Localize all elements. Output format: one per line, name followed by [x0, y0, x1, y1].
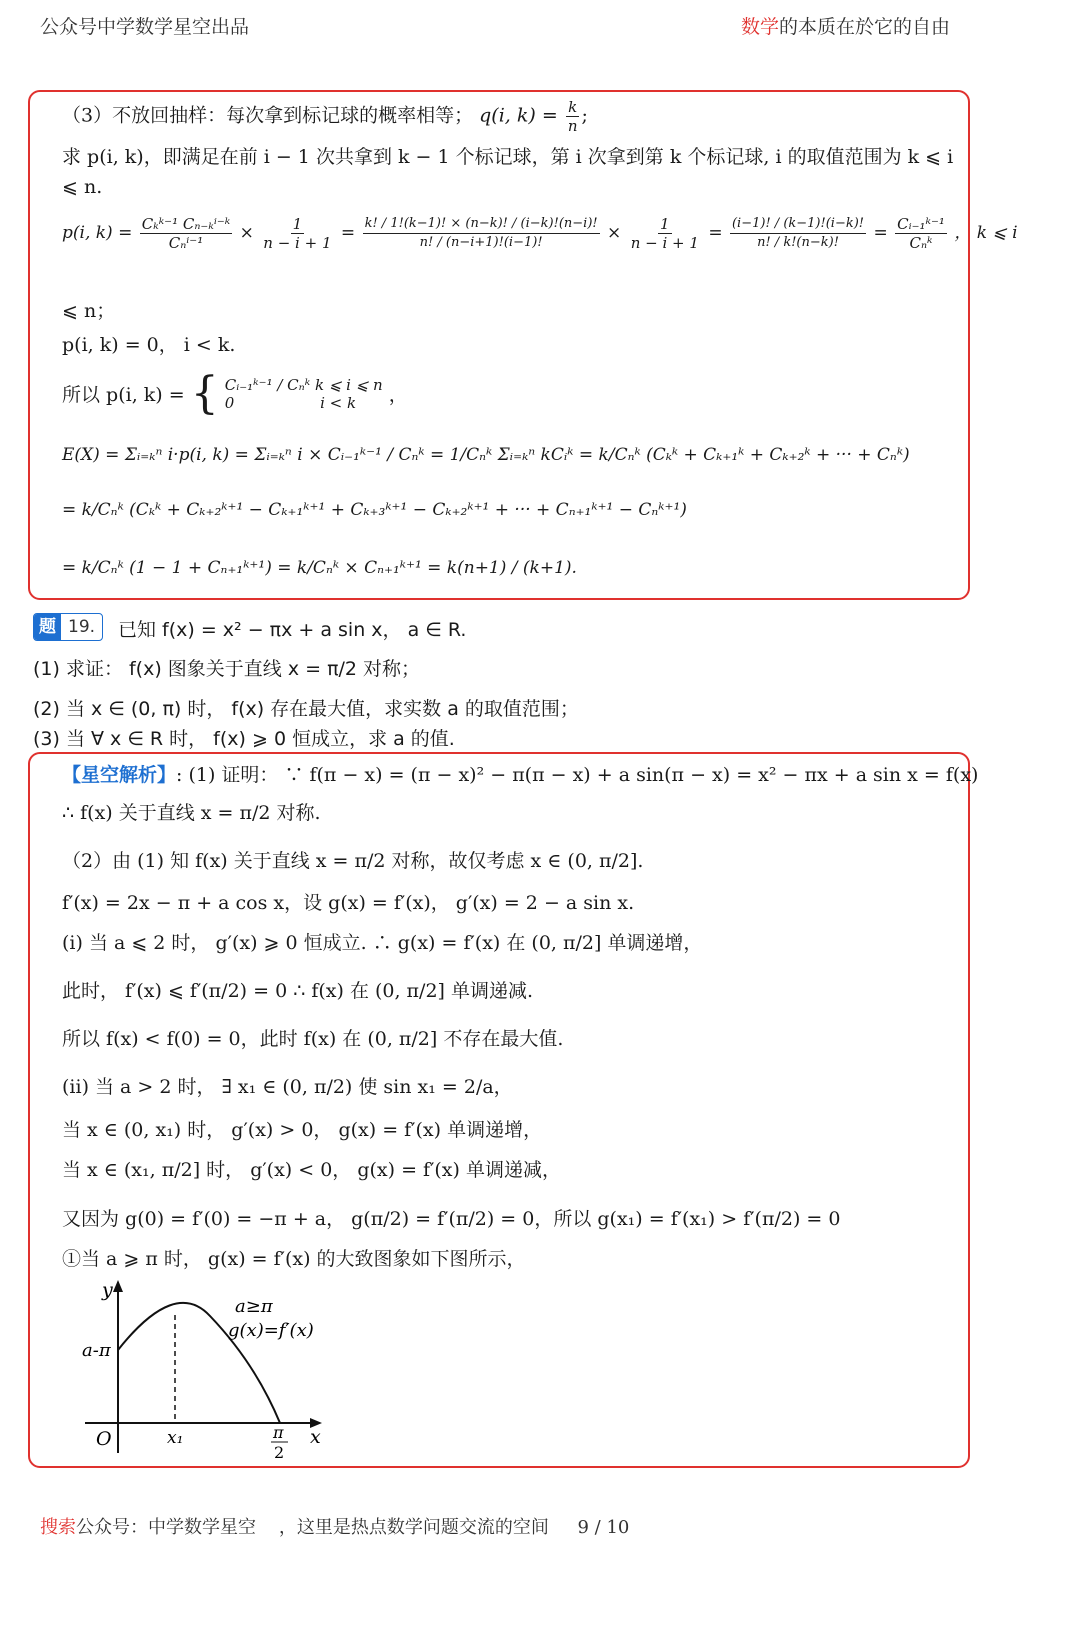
frac-2	[261, 215, 333, 252]
frac-5	[730, 215, 866, 252]
times-2: ×	[607, 223, 622, 243]
eq-2: =	[708, 223, 723, 243]
box2-line7: 所以 f(x) < f(0) = 0，此时 f(x) 在 (0, π/2] 不存在最大值.	[62, 1028, 564, 1050]
box1-l4a: p(i, k) =	[62, 223, 133, 243]
cond-label: a≥π	[235, 1296, 273, 1317]
box1-l1a: （3）不放回抽样：每次拿到标记球的概率相等；	[62, 104, 474, 127]
footer-rest: 公众号：中学数学星空 ，这里是热点数学问题交流的空间 9 / 10	[76, 1517, 630, 1538]
box2-line10: 当 x ∈ (x₁, π/2] 时， g′(x) < 0， g(x) = f′(x) 单调递减，	[62, 1159, 561, 1181]
question-part-1: (1) 求证： f(x) 图象关于直线 x = π/2 对称；	[33, 658, 421, 680]
eq: =	[340, 223, 356, 243]
frac2-den: n − i + 1	[263, 234, 332, 252]
box1-line3: ⩽ n.	[62, 176, 103, 198]
pi-top-label: π	[273, 1423, 284, 1442]
eq-3: =	[873, 223, 888, 243]
box1-line7	[62, 368, 408, 419]
footer-red: 搜索	[40, 1517, 76, 1538]
origin-label: O	[96, 1428, 112, 1450]
piecewise	[225, 376, 383, 412]
box1-line2: 求 p(i, k)，即满足在前 i − 1 次共拿到 k − 1 个标记球，第 i 次拿到第 k 个标记球, i 的取值范围为 k ⩽ i	[62, 146, 954, 168]
frac-3	[363, 215, 600, 252]
question-part-2: (2) 当 x ∈ (0, π) 时， f(x) 存在最大值，求实数 a 的取值范围；	[33, 698, 579, 720]
box2-line5: (i) 当 a ⩽ 2 时， g′(x) ⩾ 0 恒成立. ∴ g(x) = f′(x) 在 (0, π/2] 单调递增，	[62, 932, 703, 954]
box1-l1b: q(i, k) =	[479, 104, 558, 127]
question-stem: 已知 f(x) = x² − πx + a sin x， a ∈ R.	[118, 619, 467, 641]
question-tag-label: 题	[34, 614, 61, 640]
frac1-den: Cₙⁱ⁻¹	[168, 234, 204, 252]
frac2-num: 1	[292, 215, 303, 233]
box2-line11: 又因为 g(0) = f′(0) = −π + a， g(π/2) = f′(π/2) = 0，所以 g(x₁) = f′(x₁) > f′(π/2) = 0	[62, 1208, 841, 1230]
header-right	[741, 12, 950, 39]
box2-l1: : (1) 证明： ∵ f(π − x) = (π − x)² − π(π − x) + a sin(π − x) = x² − πx + a sin x = f(x)	[176, 764, 979, 786]
frac4-num: 1	[660, 215, 670, 233]
y-label: y	[102, 1279, 113, 1301]
header-red-word: 数学	[740, 16, 779, 38]
frac4-den: n − i + 1	[630, 234, 699, 252]
frac-k-n	[566, 98, 580, 135]
frac6-num: Cᵢ₋₁ᵏ⁻¹	[897, 215, 945, 233]
box1-l7c: ，	[388, 384, 408, 406]
box2-line9: 当 x ∈ (0, x₁) 时， g′(x) > 0， g(x) = f′(x) 单调递增，	[62, 1119, 543, 1141]
question-tag-number: 19.	[68, 617, 96, 637]
frac6-den: Cₙᵏ	[909, 234, 933, 252]
sketch-graph	[60, 1278, 350, 1463]
y-arrow	[113, 1280, 123, 1292]
box1-line8: E(X) = Σᵢ₌ₖⁿ i·p(i, k) = Σᵢ₌ₖⁿ i × Cᵢ₋₁ᵏ⁻¹ / Cₙᵏ = 1/Cₙᵏ Σᵢ₌ₖⁿ kCᵢᵏ = k/Cₙᵏ (Cₖᵏ + Cₖ₊₁ᵏ + Cₖ₊₂ᵏ + ··· + Cₙᵏ)	[62, 445, 910, 465]
header-rest: 的本质在於它的自由	[778, 16, 950, 38]
times: ×	[239, 223, 254, 243]
frac-den: n	[567, 117, 578, 135]
a-pi-label: a-π	[82, 1340, 111, 1361]
piece-2: 0 i < k	[224, 393, 357, 412]
box2-line1	[62, 760, 978, 787]
box2-line8: (ii) 当 a > 2 时， ∃ x₁ ∈ (0, π/2) 使 sin x₁ = 2/a，	[62, 1076, 513, 1098]
frac-6	[895, 215, 947, 252]
analysis-tag: 【星空解析】	[62, 764, 177, 786]
box1-line1: （3）不放回抽样：每次拿到标记球的概率相等； q(i, k) = $\frac{k}{n}$ ;	[62, 98, 588, 135]
func-label: g(x)=f′(x)	[228, 1320, 314, 1341]
frac-1	[140, 215, 232, 252]
footer	[40, 1513, 629, 1539]
box2-line2: ∴ f(x) 关于直线 x = π/2 对称.	[62, 802, 321, 824]
box1-line10: = k/Cₙᵏ (1 − 1 + Cₙ₊₁ᵏ⁺¹) = k/Cₙᵏ × Cₙ₊₁ᵏ⁺¹ = k(n+1) / (k+1).	[62, 558, 577, 578]
box1-line5: ⩽ n；	[62, 300, 116, 322]
box1-l4end: ， k ⩽ i	[954, 223, 1018, 243]
box1-line9: = k/Cₙᵏ (Cₖᵏ + Cₖ₊₂ᵏ⁺¹ − Cₖ₊₁ᵏ⁺¹ + Cₖ₊₃ᵏ⁺¹ − Cₖ₊₂ᵏ⁺¹ + ··· + Cₙ₊₁ᵏ⁺¹ − Cₙᵏ⁺¹)	[62, 500, 687, 520]
frac3-num: k! / 1!(k−1)! × (n−k)! / (i−k)!(n−i)!	[363, 215, 600, 234]
frac5-den: n! / k!(n−k)!	[757, 235, 839, 250]
pi-bot-label: 2	[274, 1443, 285, 1462]
x-label: x	[310, 1426, 321, 1448]
frac5-num: (i−1)! / (k−1)!(i−k)!	[730, 215, 866, 234]
brace: {	[190, 368, 219, 419]
x1-label: x₁	[167, 1428, 184, 1448]
piece-1: Cᵢ₋₁ᵏ⁻¹ / Cₙᵏ k ⩽ i ⩽ n	[224, 375, 383, 394]
header-left: 公众号中学数学星空出品	[40, 16, 250, 38]
box1-line6: p(i, k) = 0， i < k.	[62, 334, 236, 356]
box2-line12: ①当 a ⩾ π 时， g(x) = f′(x) 的大致图象如下图所示，	[62, 1248, 526, 1270]
box1-l7a: 所以 p(i, k) =	[62, 384, 185, 406]
question-tag	[33, 613, 103, 641]
question-part-3: (3) 当 ∀ x ∈ R 时， f(x) ⩾ 0 恒成立，求 a 的值.	[33, 728, 455, 750]
frac1-num: Cₖᵏ⁻¹ Cₙ₋ₖⁱ⁻ᵏ	[141, 215, 231, 233]
frac3-den: n! / (n−i+1)!(i−1)!	[419, 235, 543, 250]
box2-line4: f′(x) = 2x − π + a cos x，设 g(x) = f′(x)， g′(x) = 2 − a sin x.	[62, 892, 635, 914]
frac-4	[629, 215, 701, 252]
box1-line4	[62, 215, 1018, 252]
box2-line3: （2）由 (1) 知 f(x) 关于直线 x = π/2 对称，故仅考虑 x ∈ (0, π/2].	[62, 850, 644, 872]
box2-line6: 此时， f′(x) ⩽ f′(π/2) = 0 ∴ f(x) 在 (0, π/2] 单调递减.	[62, 980, 534, 1002]
frac-num: k	[568, 98, 578, 116]
